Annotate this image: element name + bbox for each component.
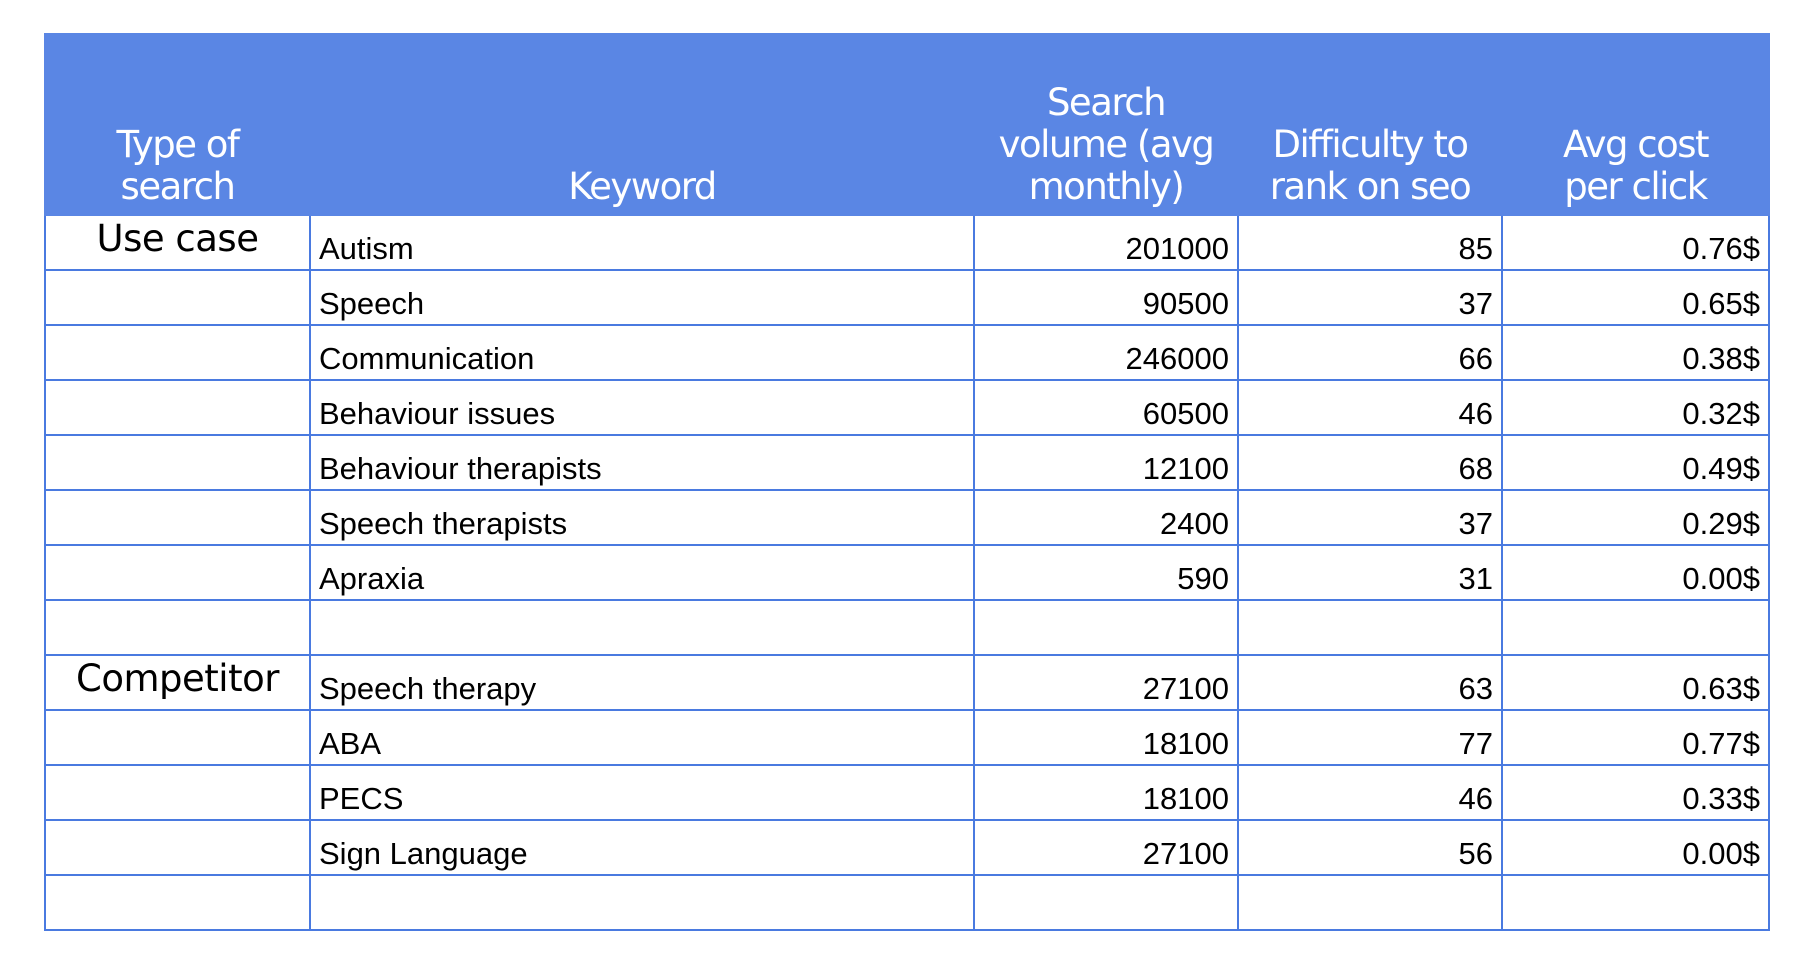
- table-row: [45, 875, 1769, 930]
- table-row: [45, 270, 1769, 325]
- table-row: [45, 545, 1769, 600]
- type-cell: [45, 820, 310, 875]
- table-row: [45, 490, 1769, 545]
- type-cell: [45, 600, 310, 655]
- keyword-cell: [310, 600, 974, 655]
- difficulty-cell: 37: [1238, 270, 1502, 325]
- volume-cell: 12100: [974, 435, 1238, 490]
- keyword-cell: Behaviour therapists: [310, 435, 974, 490]
- header-difficulty: Difficulty to rank on seo: [1238, 34, 1502, 215]
- keyword-cell: Sign Language: [310, 820, 974, 875]
- volume-cell: 18100: [974, 765, 1238, 820]
- keyword-cell: Speech therapists: [310, 490, 974, 545]
- header-type-of-search: Type of search: [45, 34, 310, 215]
- type-cell: [45, 325, 310, 380]
- cpc-cell: [1502, 875, 1769, 930]
- keyword-cell: ABA: [310, 710, 974, 765]
- cpc-cell: 0.33$: [1502, 765, 1769, 820]
- header-avg-cost-per-click: Avg cost per click: [1502, 34, 1769, 215]
- type-cell: [45, 545, 310, 600]
- volume-cell: [974, 875, 1238, 930]
- difficulty-cell: 31: [1238, 545, 1502, 600]
- type-cell: [45, 380, 310, 435]
- difficulty-cell: [1238, 600, 1502, 655]
- type-cell: [45, 490, 310, 545]
- keyword-cell: Behaviour issues: [310, 380, 974, 435]
- header-search-volume: Search volume (avg monthly): [974, 34, 1238, 215]
- difficulty-cell: 68: [1238, 435, 1502, 490]
- difficulty-cell: 77: [1238, 710, 1502, 765]
- difficulty-cell: [1238, 875, 1502, 930]
- type-cell: Use case: [45, 215, 310, 270]
- volume-cell: [974, 600, 1238, 655]
- header-row: [45, 34, 1769, 215]
- keyword-cell: PECS: [310, 765, 974, 820]
- volume-cell: 18100: [974, 710, 1238, 765]
- difficulty-cell: 46: [1238, 765, 1502, 820]
- cpc-cell: 0.00$: [1502, 545, 1769, 600]
- cpc-cell: 0.77$: [1502, 710, 1769, 765]
- cpc-cell: 0.32$: [1502, 380, 1769, 435]
- volume-cell: 590: [974, 545, 1238, 600]
- table-row: [45, 380, 1769, 435]
- keyword-cell: [310, 875, 974, 930]
- cpc-cell: 0.38$: [1502, 325, 1769, 380]
- difficulty-cell: 85: [1238, 215, 1502, 270]
- keyword-cell: Communication: [310, 325, 974, 380]
- keyword-cell: Speech therapy: [310, 655, 974, 710]
- header-keyword: Keyword: [310, 34, 974, 215]
- keyword-cell: Speech: [310, 270, 974, 325]
- type-cell: Competitor: [45, 655, 310, 710]
- table-header: [45, 34, 1769, 215]
- keyword-cell: Apraxia: [310, 545, 974, 600]
- type-cell: [45, 875, 310, 930]
- difficulty-cell: 46: [1238, 380, 1502, 435]
- difficulty-cell: 66: [1238, 325, 1502, 380]
- cpc-cell: 0.65$: [1502, 270, 1769, 325]
- type-cell: [45, 710, 310, 765]
- volume-cell: 27100: [974, 820, 1238, 875]
- cpc-cell: [1502, 600, 1769, 655]
- table-row: [45, 765, 1769, 820]
- table-body: [45, 215, 1769, 930]
- volume-cell: 27100: [974, 655, 1238, 710]
- difficulty-cell: 56: [1238, 820, 1502, 875]
- table-row: [45, 435, 1769, 490]
- difficulty-cell: 37: [1238, 490, 1502, 545]
- type-cell: [45, 270, 310, 325]
- volume-cell: 2400: [974, 490, 1238, 545]
- cpc-cell: 0.00$: [1502, 820, 1769, 875]
- cpc-cell: 0.49$: [1502, 435, 1769, 490]
- cpc-cell: 0.29$: [1502, 490, 1769, 545]
- type-cell: [45, 435, 310, 490]
- table-row: [45, 655, 1769, 710]
- table-row: [45, 710, 1769, 765]
- type-cell: [45, 765, 310, 820]
- volume-cell: 201000: [974, 215, 1238, 270]
- cpc-cell: 0.63$: [1502, 655, 1769, 710]
- table-row: [45, 820, 1769, 875]
- keyword-cell: Autism: [310, 215, 974, 270]
- difficulty-cell: 63: [1238, 655, 1502, 710]
- table-row: [45, 215, 1769, 270]
- table-row: [45, 325, 1769, 380]
- cpc-cell: 0.76$: [1502, 215, 1769, 270]
- table-row: [45, 600, 1769, 655]
- volume-cell: 246000: [974, 325, 1238, 380]
- volume-cell: 60500: [974, 380, 1238, 435]
- volume-cell: 90500: [974, 270, 1238, 325]
- keyword-table: [44, 33, 1770, 931]
